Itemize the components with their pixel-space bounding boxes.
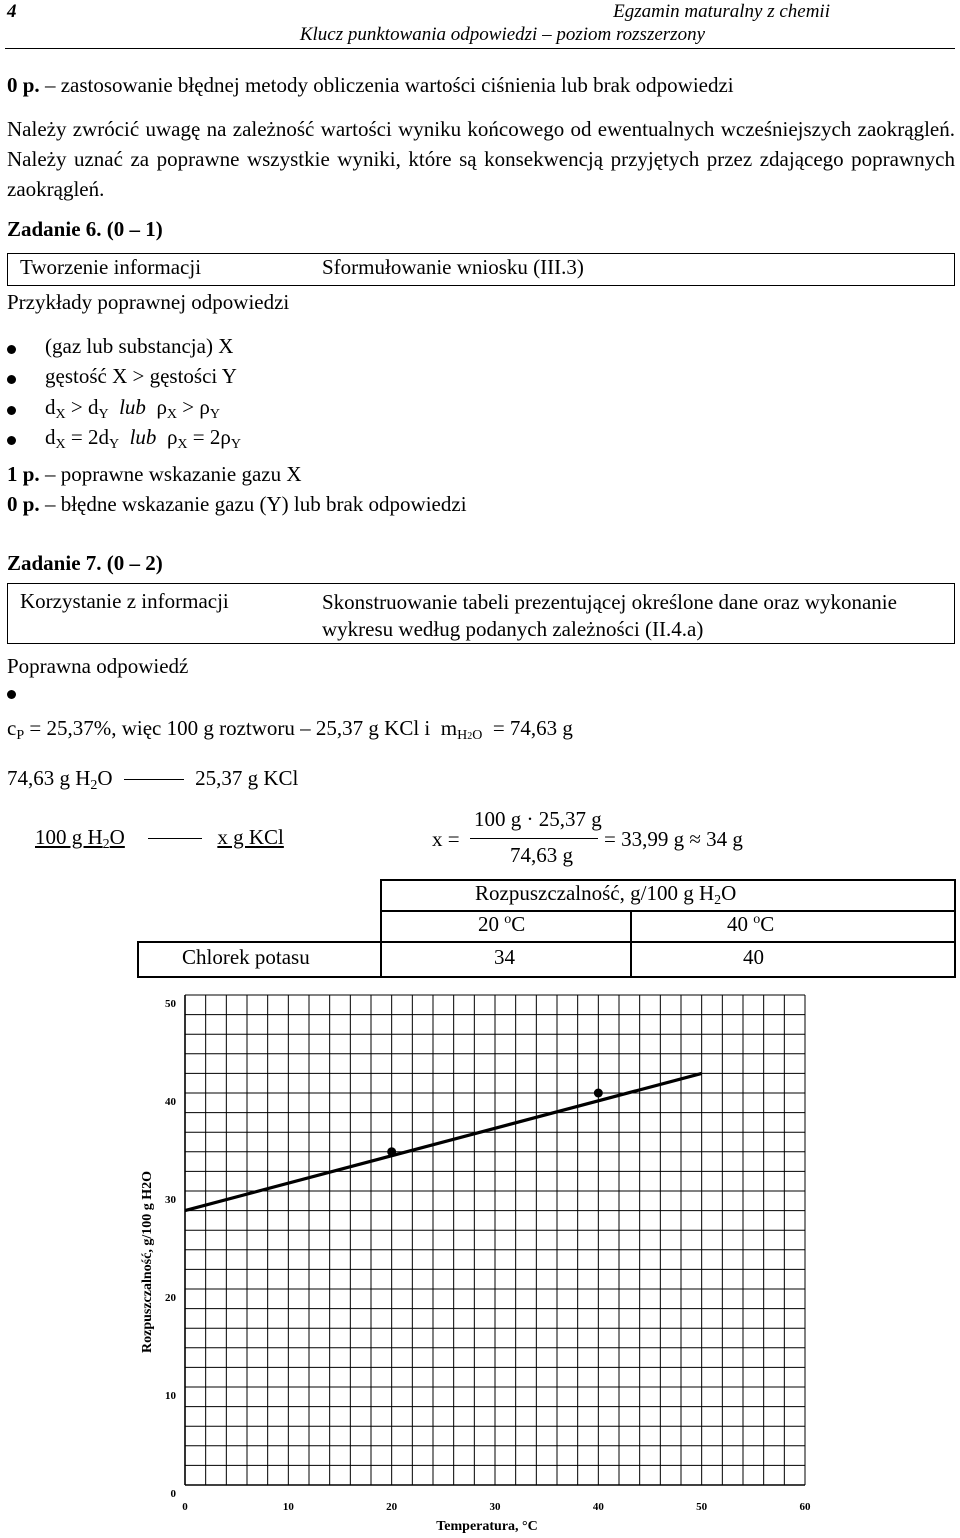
data-point [594, 1089, 603, 1098]
x-tick-label: 50 [696, 1501, 708, 1513]
y-tick-label: 20 [165, 1292, 176, 1304]
rounding-note: Należy zwrócić uwagę na zależność wartości wyniku końcowego od ewentualnych wcześniejszych zaokrągleń. Należy uznać za poprawne wszystkie wyniki, które są konsekwencją przyjętych przez zdającego poprawnych zaokrągleń. [7, 117, 955, 201]
task6-category: Tworzenie informacji [20, 255, 202, 279]
header-title: Egzamin maturalny z chemii [613, 1, 830, 22]
task7-heading: Zadanie 7. (0 – 2) [7, 551, 163, 575]
header-subtitle: Klucz punktowania odpowiedzi – poziom rozszerzony [299, 24, 705, 45]
task6-requirement-box [7, 253, 955, 286]
y-tick-label: 50 [165, 998, 176, 1010]
prev-score-label: 0 p. [7, 73, 40, 97]
task6-answer-2: gęstość X > gęstości Y [45, 364, 237, 388]
prev-score-line [7, 73, 734, 98]
solubility-line [185, 1073, 702, 1210]
task6-answer-3: $d_X > d_Y$ lub $\rho_X > \rho_Y$ [45, 395, 220, 422]
bullet-icon [7, 436, 16, 445]
y-tick-label: 0 [170, 1488, 176, 1500]
solubility-chart [130, 985, 830, 1537]
task6-heading: Zadanie 6. (0 – 1) [7, 217, 163, 241]
x-tick-label: 10 [282, 1501, 294, 1513]
solubility-table [137, 879, 955, 977]
page-number: 4 [7, 1, 17, 22]
x-tick-label: 30 [489, 1501, 501, 1513]
table-col-20: 20 $^o$C [478, 912, 526, 936]
task6-answer-4: $d_X = 2d_Y$ lub $\rho_X = 2\rho_Y$ [45, 425, 241, 452]
bullet-icon [7, 406, 16, 415]
calc-line-1: $c_P = 25,37\%$, więc 100 g roztworu – 25,37 g KCl i $m_{H2O} = 74,63$ g [7, 716, 573, 743]
lub-word: lub [129, 425, 157, 449]
task6-score-0: 0 p. – błędne wskazanie gazu (Y) lub brak odpowiedzi [7, 492, 467, 516]
y-tick-label: 30 [165, 1194, 176, 1206]
task6-examples-label: Przykłady poprawnej odpowiedzi [7, 290, 290, 314]
formula-numerator: 100 g · 25,37 g [474, 807, 602, 831]
table-header: Rozpuszczalność, g/100 g $H_2O$ [475, 881, 737, 908]
lub-word: lub [119, 395, 146, 419]
task7-answer-label: Poprawna odpowiedź [7, 654, 189, 678]
x-tick-label: 20 [386, 1501, 398, 1513]
x-tick-label: 40 [592, 1501, 604, 1513]
calc-line-3: 100 g $H_2O$ x g KCl [35, 825, 284, 852]
x-tick-label: 60 [799, 1501, 811, 1513]
table-row-label: Chlorek potasu [182, 945, 310, 969]
data-point [387, 1147, 396, 1156]
calc-line-2: 74,63 g $H_2O$ 25,37 g KCl [7, 766, 299, 793]
task7-requirement: Skonstruowanie tabeli prezentującej określone dane oraz wykonanie wykresu według podanych zależności (II.4.a) [322, 590, 897, 641]
table-val-40: 40 [743, 945, 764, 969]
bullet-icon [7, 345, 16, 354]
x-tick-label: 0 [182, 1501, 188, 1513]
bullet-icon [7, 690, 16, 699]
table-col-40: 40 $^o$C [727, 912, 775, 936]
header-rule [5, 48, 955, 49]
task6-answer-1: (gaz lub substancja) X [45, 334, 234, 358]
task6-score-1: 1 p. – poprawne wskazanie gazu X [7, 462, 302, 486]
task7-category: Korzystanie z informacji [20, 589, 229, 613]
bullet-icon [7, 375, 16, 384]
y-axis-label: Rozpuszczalność, g/100 g H2O [140, 1171, 155, 1353]
task6-requirement: Sformułowanie wniosku (III.3) [322, 255, 584, 279]
formula-denominator: 74,63 g [510, 843, 573, 867]
prev-score-text: – zastosowanie błędnej metody obliczenia wartości ciśnienia lub brak odpowiedzi [39, 73, 734, 97]
formula-result: = 33,99 g ≈ 34 g [604, 827, 743, 851]
task7-requirement-box [7, 583, 955, 644]
table-val-20: 34 [494, 945, 515, 969]
fraction-bar [470, 838, 598, 839]
formula-x: x = [432, 827, 460, 851]
y-tick-label: 40 [165, 1096, 176, 1108]
x-axis-label: Temperatura, °C [436, 1519, 538, 1534]
y-tick-label: 10 [165, 1390, 176, 1402]
